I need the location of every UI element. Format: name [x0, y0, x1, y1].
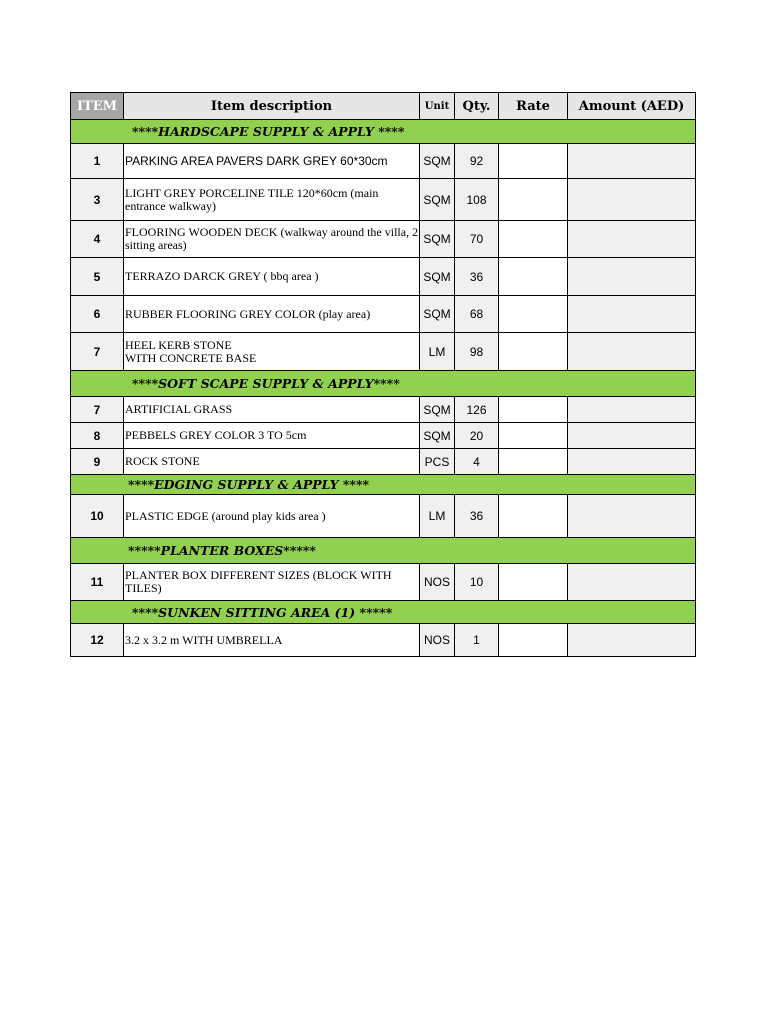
item-unit: SQM: [420, 296, 455, 333]
item-number: 11: [71, 564, 124, 601]
rate-cell[interactable]: [499, 333, 568, 371]
section-title: *****PLANTER BOXES*****: [71, 538, 696, 564]
amount-cell[interactable]: [568, 624, 696, 657]
table-row: [71, 333, 696, 371]
item-number: 4: [71, 221, 124, 258]
section-title: ****EDGING SUPPLY & APPLY ****: [71, 475, 696, 495]
amount-cell[interactable]: [568, 333, 696, 371]
header-description: Item description: [124, 93, 420, 120]
item-number: 5: [71, 258, 124, 296]
amount-cell[interactable]: [568, 296, 696, 333]
header-item: ITEM: [71, 93, 124, 120]
item-description: 3.2 x 3.2 m WITH UMBRELLA: [124, 624, 420, 657]
section-title: ****SOFT SCAPE SUPPLY & APPLY****: [71, 371, 696, 397]
rate-cell[interactable]: [499, 221, 568, 258]
item-qty: 4: [455, 449, 499, 475]
item-number: 1: [71, 144, 124, 179]
section-row: [71, 601, 696, 624]
item-number: 9: [71, 449, 124, 475]
item-description: PLANTER BOX DIFFERENT SIZES (BLOCK WITH TILES): [124, 564, 420, 601]
amount-cell[interactable]: [568, 179, 696, 221]
header-unit: Unit: [420, 93, 455, 120]
rate-cell[interactable]: [499, 179, 568, 221]
item-qty: 20: [455, 423, 499, 449]
table-row: [71, 624, 696, 657]
section-row: [71, 475, 696, 495]
boq-table: [70, 92, 696, 657]
item-number: 7: [71, 397, 124, 423]
item-qty: 108: [455, 179, 499, 221]
item-qty: 36: [455, 258, 499, 296]
item-qty: 70: [455, 221, 499, 258]
amount-cell[interactable]: [568, 221, 696, 258]
rate-cell[interactable]: [499, 423, 568, 449]
item-number: 12: [71, 624, 124, 657]
item-unit: LM: [420, 333, 455, 371]
item-number: 3: [71, 179, 124, 221]
item-qty: 98: [455, 333, 499, 371]
item-description: ROCK STONE: [124, 449, 420, 475]
section-row: [71, 120, 696, 144]
item-unit: PCS: [420, 449, 455, 475]
table-row: [71, 258, 696, 296]
item-qty: 36: [455, 495, 499, 538]
rate-cell[interactable]: [499, 624, 568, 657]
table-row: [71, 296, 696, 333]
item-description: HEEL KERB STONE WITH CONCRETE BASE: [124, 333, 420, 371]
section-title: ****HARDSCAPE SUPPLY & APPLY ****: [71, 120, 696, 144]
amount-cell[interactable]: [568, 495, 696, 538]
table-row: [71, 495, 696, 538]
amount-cell[interactable]: [568, 564, 696, 601]
item-unit: SQM: [420, 397, 455, 423]
rate-cell[interactable]: [499, 144, 568, 179]
amount-cell[interactable]: [568, 258, 696, 296]
item-unit: SQM: [420, 144, 455, 179]
item-qty: 92: [455, 144, 499, 179]
item-qty: 10: [455, 564, 499, 601]
item-description: LIGHT GREY PORCELINE TILE 120*60cm (main entrance walkway): [124, 179, 420, 221]
item-unit: SQM: [420, 423, 455, 449]
item-unit: NOS: [420, 564, 455, 601]
rate-cell[interactable]: [499, 564, 568, 601]
item-description: TERRAZO DARCK GREY ( bbq area ): [124, 258, 420, 296]
table-row: [71, 179, 696, 221]
item-unit: LM: [420, 495, 455, 538]
item-description: PEBBELS GREY COLOR 3 TO 5cm: [124, 423, 420, 449]
item-number: 10: [71, 495, 124, 538]
header-qty: Qty.: [455, 93, 499, 120]
table-row: [71, 423, 696, 449]
table-row: [71, 144, 696, 179]
item-qty: 126: [455, 397, 499, 423]
header-rate: Rate: [499, 93, 568, 120]
rate-cell[interactable]: [499, 258, 568, 296]
table-row: [71, 397, 696, 423]
rate-cell[interactable]: [499, 495, 568, 538]
table-row: [71, 221, 696, 258]
item-number: 7: [71, 333, 124, 371]
section-row: [71, 371, 696, 397]
header-row: [71, 93, 696, 120]
item-unit: NOS: [420, 624, 455, 657]
section-title: ****SUNKEN SITTING AREA (1) *****: [71, 601, 696, 624]
item-unit: SQM: [420, 221, 455, 258]
item-unit: SQM: [420, 179, 455, 221]
item-qty: 68: [455, 296, 499, 333]
item-unit: SQM: [420, 258, 455, 296]
item-description: FLOORING WOODEN DECK (walkway around the villa, 2 sitting areas): [124, 221, 420, 258]
table-row: [71, 449, 696, 475]
item-description: ARTIFICIAL GRASS: [124, 397, 420, 423]
table-row: [71, 564, 696, 601]
rate-cell[interactable]: [499, 397, 568, 423]
rate-cell[interactable]: [499, 449, 568, 475]
item-number: 6: [71, 296, 124, 333]
amount-cell[interactable]: [568, 449, 696, 475]
header-amount: Amount (AED): [568, 93, 696, 120]
item-number: 8: [71, 423, 124, 449]
amount-cell[interactable]: [568, 397, 696, 423]
section-row: [71, 538, 696, 564]
item-qty: 1: [455, 624, 499, 657]
item-description: PARKING AREA PAVERS DARK GREY 60*30cm: [124, 144, 420, 179]
rate-cell[interactable]: [499, 296, 568, 333]
amount-cell[interactable]: [568, 144, 696, 179]
item-description: RUBBER FLOORING GREY COLOR (play area): [124, 296, 420, 333]
item-description: PLASTIC EDGE (around play kids area ): [124, 495, 420, 538]
amount-cell[interactable]: [568, 423, 696, 449]
